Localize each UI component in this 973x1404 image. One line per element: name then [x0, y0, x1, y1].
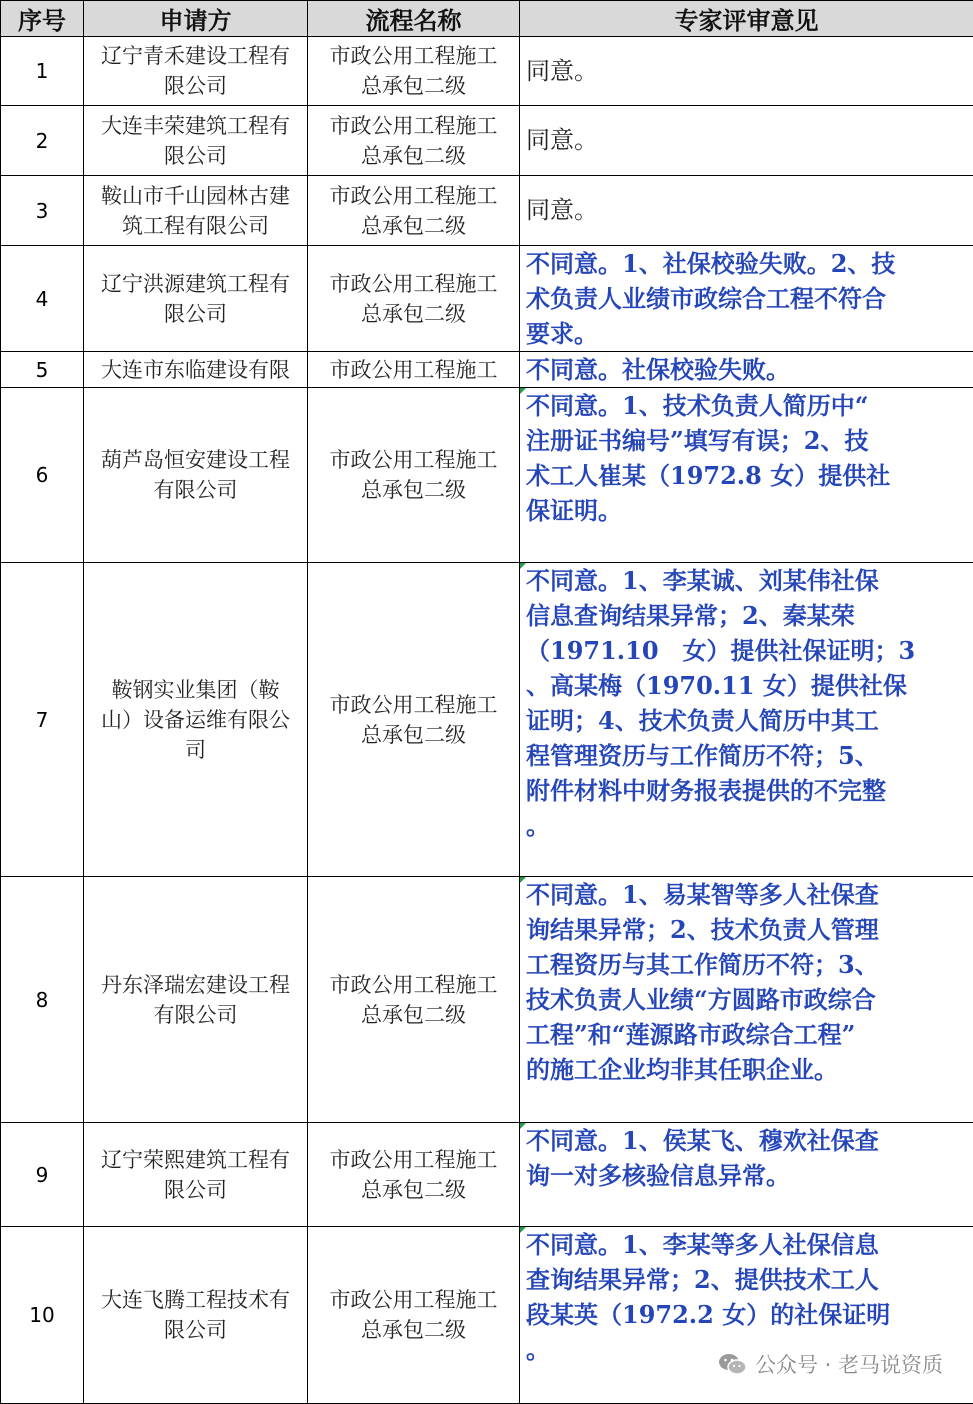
process-cell-line: 市政公用工程施工: [308, 269, 519, 299]
watermark-text: 公众号 · 老马说资质: [755, 1349, 943, 1379]
opinion-cell: [520, 563, 973, 877]
process-cell-line: 市政公用工程施工: [308, 1285, 519, 1315]
header-opinion: 专家评审意见: [520, 1, 973, 37]
table-row: [1, 37, 973, 106]
applicant-cell-line: 限公司: [84, 141, 307, 171]
applicant-cell-line: 辽宁洪源建筑工程有: [84, 269, 307, 299]
row-number: 6: [1, 388, 84, 563]
opinion-cell: [520, 246, 973, 352]
applicant-cell-line: 大连飞腾工程技术有: [84, 1285, 307, 1315]
applicant-cell-line: 大连市东临建设有限: [84, 355, 307, 385]
applicant-cell: [84, 352, 308, 388]
opinion-cell-line: 询结果异常；2、技术负责人管理: [526, 912, 967, 947]
applicant-cell-line: 限公司: [84, 71, 307, 101]
row-number: 10: [1, 1227, 84, 1404]
row-number: 4: [1, 246, 84, 352]
opinion-cell-line: 不同意。1、易某智等多人社保查: [526, 877, 967, 912]
applicant-cell: [84, 176, 308, 246]
opinion-cell-line: 不同意。1、李某诚、刘某伟社保: [526, 563, 967, 598]
process-cell-line: 总承包二级: [308, 1315, 519, 1345]
applicant-cell: [84, 1227, 308, 1404]
opinion-cell-line: 不同意。1、李某等多人社保信息: [526, 1227, 967, 1262]
process-cell: [308, 563, 520, 877]
applicant-cell-line: 辽宁荣熙建筑工程有: [84, 1145, 307, 1175]
row-number: 1: [1, 37, 84, 106]
process-cell-line: 市政公用工程施工: [308, 445, 519, 475]
opinion-cell-line: 同意。: [526, 54, 967, 89]
opinion-cell-line: 不同意。1、社保校验失败。2、技: [526, 246, 967, 281]
process-cell-line: 市政公用工程施工: [308, 690, 519, 720]
process-cell: [308, 176, 520, 246]
applicant-cell-line: 司: [84, 735, 307, 765]
applicant-cell-line: 有限公司: [84, 1000, 307, 1030]
process-cell: [308, 1123, 520, 1227]
opinion-cell: [520, 1123, 973, 1227]
process-cell-line: 总承包二级: [308, 71, 519, 101]
opinion-cell-line: 注册证书编号”填写有误；2、技: [526, 423, 967, 458]
opinion-cell: [520, 352, 973, 388]
process-cell: [308, 352, 520, 388]
opinion-cell-line: 、高某梅（1970.11 女）提供社保: [526, 668, 967, 703]
applicant-cell-line: 辽宁青禾建设工程有: [84, 41, 307, 71]
process-cell-line: 总承包二级: [308, 299, 519, 329]
header-process: 流程名称: [308, 1, 520, 37]
process-cell: [308, 877, 520, 1123]
table-row: [1, 176, 973, 246]
opinion-cell-line: 术负责人业绩市政综合工程不符合: [526, 281, 967, 316]
opinion-cell-line: 术工人崔某（1972.8 女）提供社: [526, 458, 967, 493]
applicant-cell-line: 葫芦岛恒安建设工程: [84, 445, 307, 475]
header-applicant: 申请方: [84, 1, 308, 37]
applicant-cell: [84, 37, 308, 106]
table-row: [1, 877, 973, 1123]
opinion-cell-line: 信息查询结果异常；2、秦某荣: [526, 598, 967, 633]
opinion-cell-line: 技术负责人业绩“方圆路市政综合: [526, 982, 967, 1017]
table-row: [1, 1123, 973, 1227]
applicant-cell-line: 丹东泽瑞宏建设工程: [84, 970, 307, 1000]
opinion-cell-line: 查询结果异常；2、提供技术工人: [526, 1262, 967, 1297]
process-cell-line: 总承包二级: [308, 211, 519, 241]
row-number: 7: [1, 563, 84, 877]
applicant-cell-line: 鞍山市千山园林古建: [84, 181, 307, 211]
opinion-cell-line: 证明；4、技术负责人简历中其工: [526, 703, 967, 738]
applicant-cell-line: 有限公司: [84, 475, 307, 505]
wechat-icon: [717, 1352, 747, 1376]
applicant-cell-line: 筑工程有限公司: [84, 211, 307, 241]
opinion-cell-line: 段某英（1972.2 女）的社保证明: [526, 1297, 967, 1332]
process-cell-line: 市政公用工程施工: [308, 111, 519, 141]
row-number: 8: [1, 877, 84, 1123]
process-cell-line: 总承包二级: [308, 475, 519, 505]
applicant-cell-line: 限公司: [84, 299, 307, 329]
opinion-cell-line: 工程资历与其工作简历不符；3、: [526, 947, 967, 982]
opinion-cell-line: 附件材料中财务报表提供的不完整: [526, 773, 967, 808]
process-cell-line: 总承包二级: [308, 1175, 519, 1205]
process-cell-line: 市政公用工程施工: [308, 41, 519, 71]
process-cell: [308, 388, 520, 563]
applicant-cell: [84, 388, 308, 563]
table-row: [1, 388, 973, 563]
process-cell: [308, 1227, 520, 1404]
row-number: 3: [1, 176, 84, 246]
process-cell: [308, 246, 520, 352]
opinion-cell-line: 询一对多核验信息异常。: [526, 1158, 967, 1193]
applicant-cell: [84, 246, 308, 352]
row-number: 5: [1, 352, 84, 388]
opinion-cell-line: 程管理资历与工作简历不符；5、: [526, 738, 967, 773]
applicant-cell-line: 限公司: [84, 1315, 307, 1345]
process-cell-line: 总承包二级: [308, 720, 519, 750]
process-cell-line: 总承包二级: [308, 141, 519, 171]
applicant-cell: [84, 877, 308, 1123]
row-number: 2: [1, 106, 84, 176]
table-row: [1, 352, 973, 388]
opinion-cell-line: （1971.10 女）提供社保证明；3: [526, 633, 967, 668]
applicant-cell: [84, 106, 308, 176]
process-cell: [308, 37, 520, 106]
applicant-cell: [84, 563, 308, 877]
process-cell-line: 市政公用工程施工: [308, 181, 519, 211]
opinion-cell-line: 不同意。社保校验失败。: [526, 352, 967, 387]
table-row: [1, 246, 973, 352]
process-cell-line: 市政公用工程施工: [308, 970, 519, 1000]
process-cell-line: 市政公用工程施工: [308, 355, 519, 385]
opinion-cell-line: 的施工企业均非其任职企业。: [526, 1052, 967, 1087]
opinion-cell: [520, 388, 973, 563]
opinion-cell: [520, 37, 973, 106]
applicant-cell: [84, 1123, 308, 1227]
table-row: [1, 106, 973, 176]
row-number: 9: [1, 1123, 84, 1227]
opinion-cell-line: 同意。: [526, 193, 967, 228]
opinion-cell-line: 同意。: [526, 123, 967, 158]
opinion-cell-line: 不同意。1、技术负责人简历中“: [526, 388, 967, 423]
opinion-cell-line: 要求。: [526, 316, 967, 351]
opinion-cell: [520, 106, 973, 176]
applicant-cell-line: 大连丰荣建筑工程有: [84, 111, 307, 141]
table-row: [1, 563, 973, 877]
opinion-cell-line: 不同意。1、侯某飞、穆欢社保查: [526, 1123, 967, 1158]
process-cell: [308, 106, 520, 176]
header-row: [1, 1, 973, 37]
applicant-cell-line: 鞍钢实业集团（鞍: [84, 675, 307, 705]
process-cell-line: 市政公用工程施工: [308, 1145, 519, 1175]
opinion-cell-line: 保证明。: [526, 493, 967, 528]
opinion-cell-line: 工程”和“莲源路市政综合工程”: [526, 1017, 967, 1052]
applicant-cell-line: 山）设备运维有限公: [84, 705, 307, 735]
process-cell-line: 总承包二级: [308, 1000, 519, 1030]
header-no: 序号: [1, 1, 84, 37]
opinion-cell-line: 。: [526, 808, 967, 843]
opinion-cell-line: 。: [526, 1332, 967, 1367]
watermark: [717, 1349, 943, 1379]
opinion-cell: [520, 176, 973, 246]
opinion-cell: [520, 877, 973, 1123]
applicant-cell-line: 限公司: [84, 1175, 307, 1205]
